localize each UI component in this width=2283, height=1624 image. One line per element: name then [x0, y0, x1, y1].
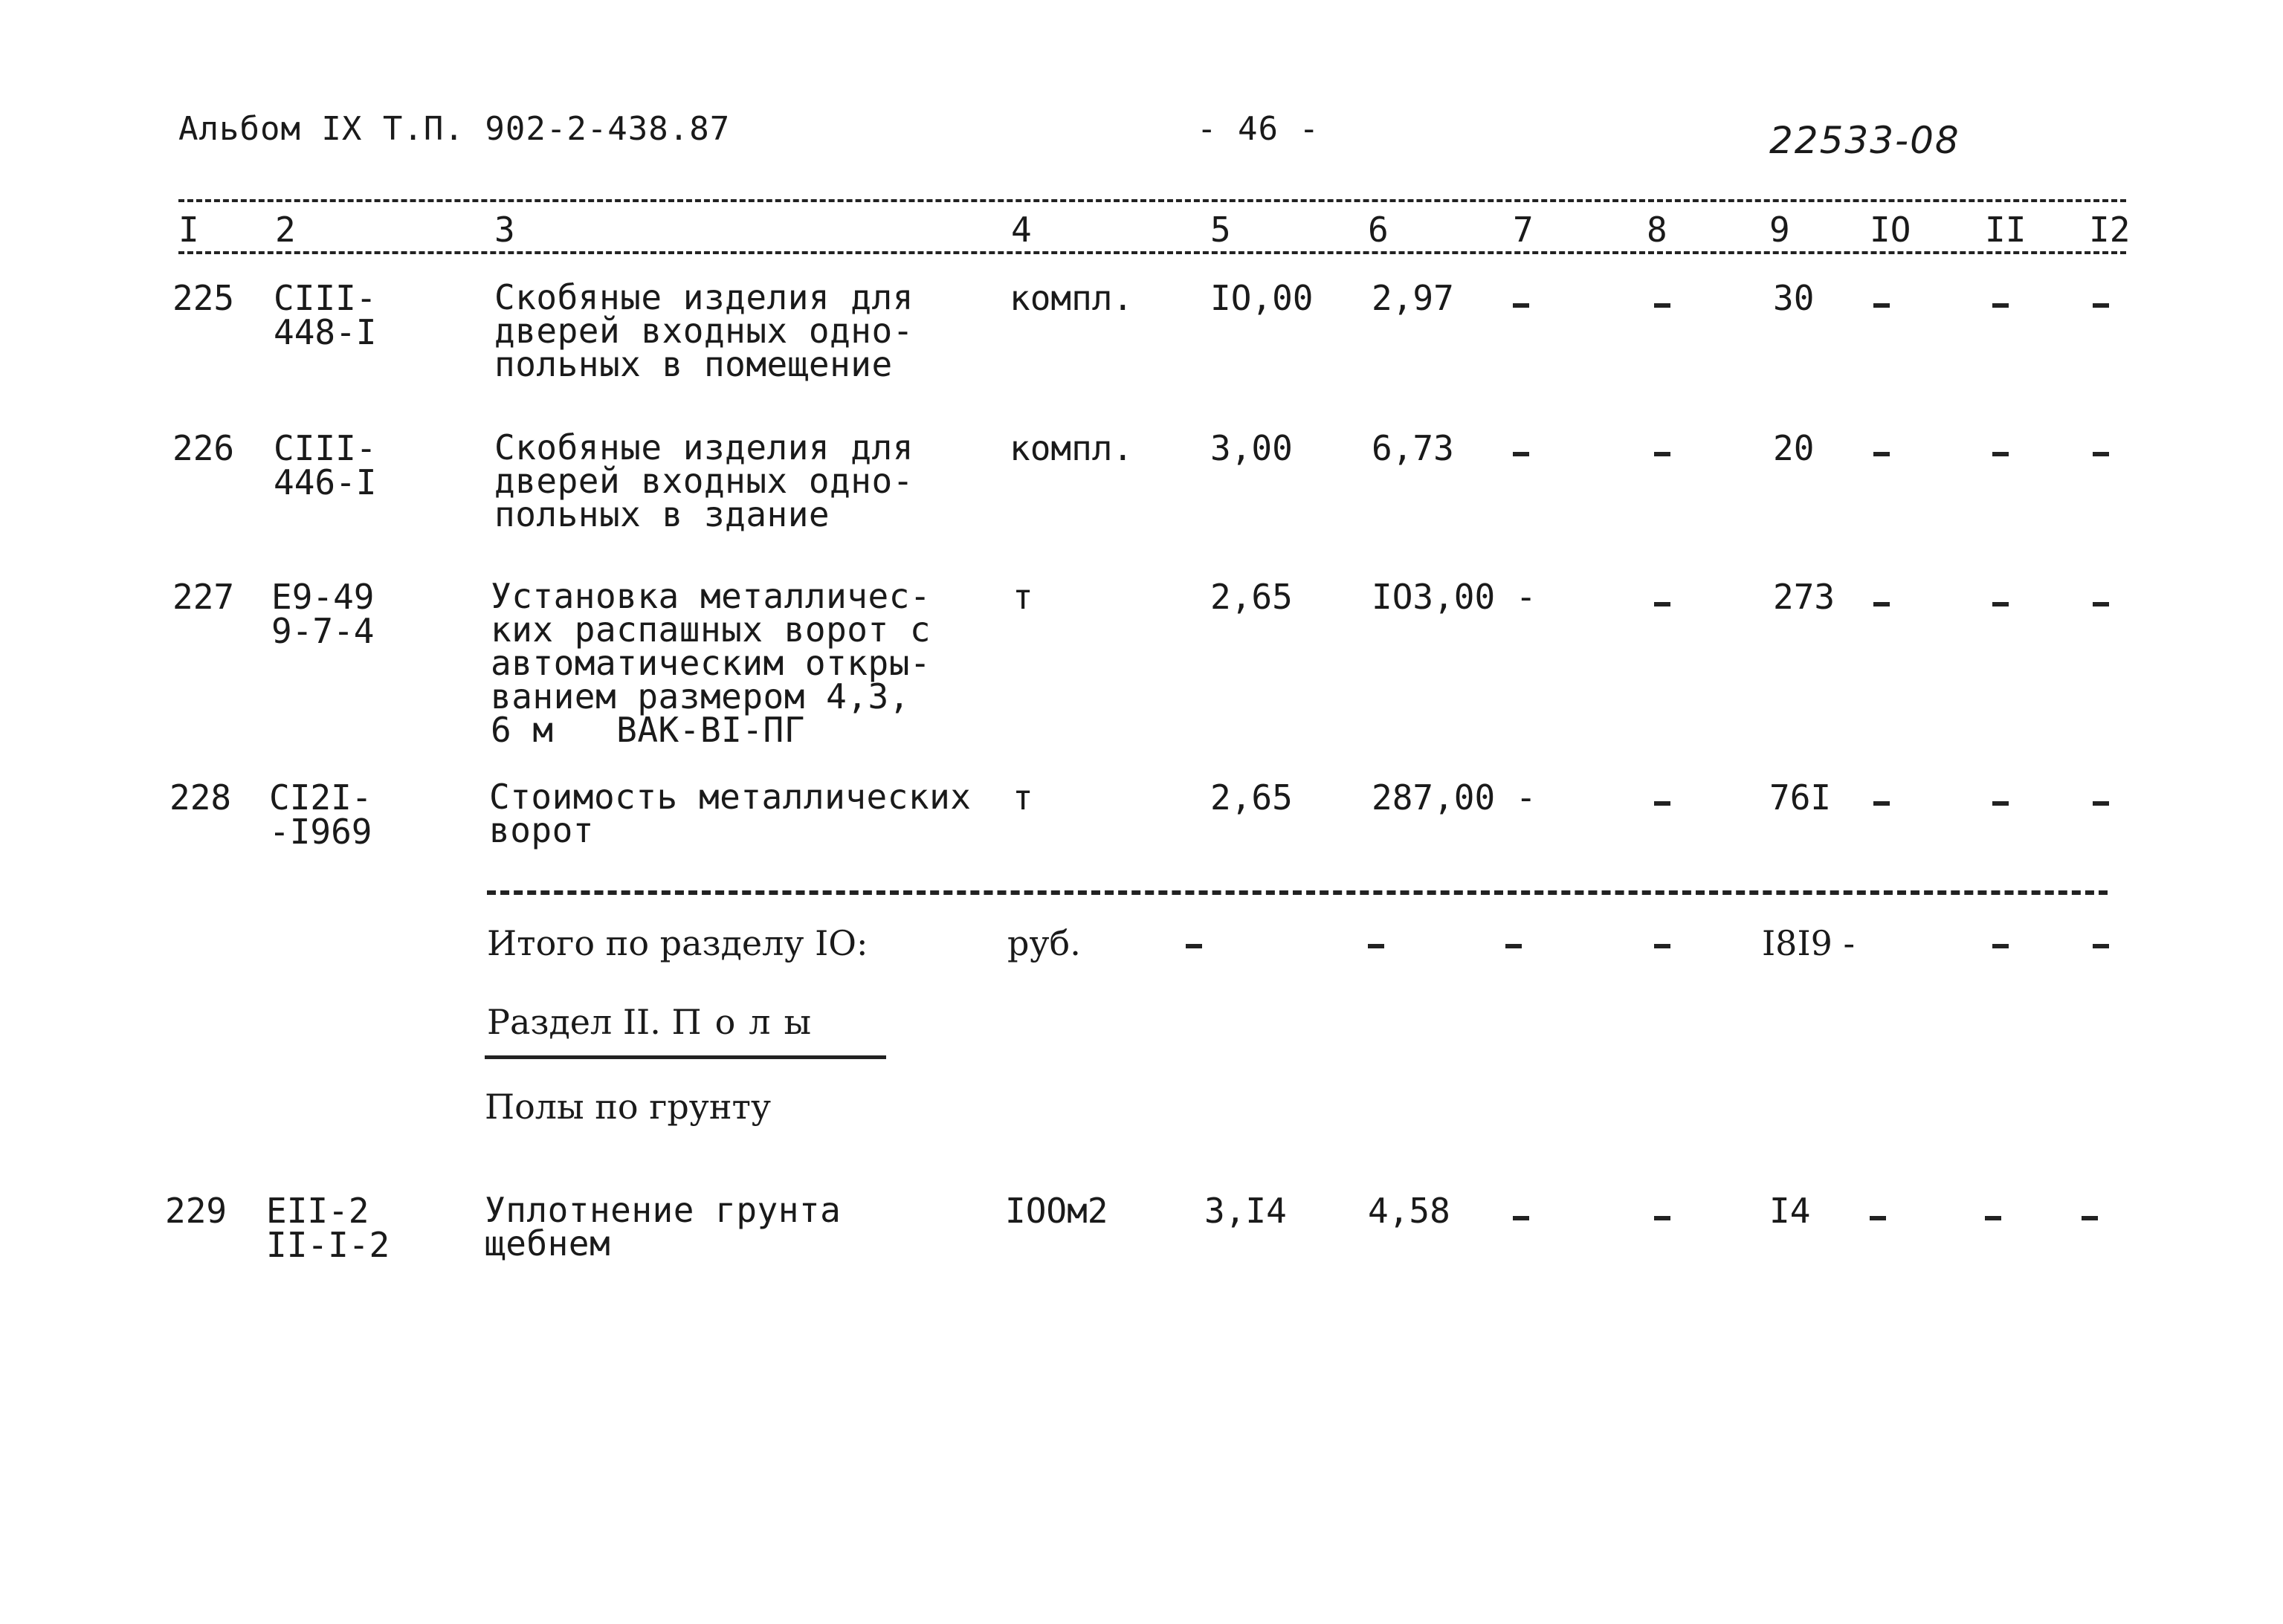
- column-number: I2: [2089, 210, 2131, 250]
- total-unit: руб.: [1007, 923, 1081, 963]
- section-heading: [487, 1002, 824, 1042]
- norm-code: СI2I- -I969: [269, 777, 372, 852]
- empty-dash: [1513, 452, 1529, 456]
- quantity: 3,00: [1210, 428, 1293, 468]
- section-heading-underline: [485, 1055, 886, 1059]
- empty-dash: [1873, 801, 1890, 806]
- column-number: II: [1985, 210, 2027, 250]
- empty-dash: [1654, 452, 1670, 456]
- row-number: 229: [165, 1191, 227, 1231]
- section-prefix: Раздел II.: [487, 1002, 661, 1042]
- unit: компл.: [1010, 428, 1134, 468]
- empty-dash: [1513, 1216, 1529, 1220]
- empty-dash: [1513, 303, 1529, 308]
- total-cost: 273: [1773, 577, 1835, 617]
- row-number: 227: [172, 577, 235, 617]
- unit-price: 2,97: [1372, 278, 1454, 318]
- empty-dash: [1992, 944, 2009, 948]
- column-number: 6: [1368, 210, 1389, 250]
- quantity: 2,65: [1210, 777, 1293, 818]
- norm-code: ЕII-2 II-I-2: [266, 1191, 390, 1265]
- row-number: 226: [172, 428, 235, 468]
- unit: т: [1013, 577, 1033, 617]
- unit: IOOм2: [1005, 1191, 1108, 1231]
- table-top-rule: [178, 199, 2126, 202]
- total-cost: I4: [1769, 1191, 1811, 1231]
- norm-code: СIII- 446-I: [274, 428, 377, 502]
- column-number: 5: [1210, 210, 1231, 250]
- page-number: - 46 -: [1197, 110, 1320, 148]
- column-number: 2: [275, 210, 296, 250]
- section-word: Полы: [671, 1002, 825, 1042]
- empty-dash: [2093, 801, 2109, 806]
- empty-dash: [1654, 1216, 1670, 1220]
- column-number: 3: [494, 210, 515, 250]
- unit-price: 6,73: [1372, 428, 1454, 468]
- section-total-label: Итого по разделу IO:: [487, 923, 868, 963]
- empty-dash: [1654, 303, 1670, 308]
- item-description: Скобяные изделия для дверей входных одно- польных в здание: [494, 427, 914, 534]
- quantity: 2,65: [1210, 577, 1293, 617]
- quantity: 3,I4: [1204, 1191, 1287, 1231]
- empty-dash: [1873, 303, 1890, 308]
- empty-dash: [2093, 944, 2109, 948]
- empty-dash: [2093, 303, 2109, 308]
- unit-price: IO3,00 -: [1372, 577, 1537, 617]
- total-separator: [487, 890, 2108, 895]
- norm-code: СIII- 448-I: [274, 278, 377, 352]
- empty-dash: [1873, 452, 1890, 456]
- column-number: 8: [1647, 210, 1667, 250]
- album-reference: Альбом IX Т.П. 902-2-438.87: [178, 110, 731, 148]
- empty-dash: [1985, 1216, 2001, 1220]
- column-header-rule: [178, 251, 2126, 254]
- unit: компл.: [1010, 278, 1134, 318]
- norm-code: Е9-49 9-7-4: [271, 577, 375, 651]
- column-number: I: [178, 210, 199, 250]
- empty-dash: [1654, 801, 1670, 806]
- empty-dash: [1654, 944, 1670, 948]
- empty-dash: [1992, 452, 2009, 456]
- unit: т: [1013, 777, 1033, 818]
- empty-dash: [1186, 944, 1202, 948]
- empty-dash: [1505, 944, 1522, 948]
- empty-dash: [1654, 602, 1670, 606]
- item-description: Установка металличес- ких распашных ворот с автоматическим откры- ванием размером 4,3, 6 м ВАК-ВI-ПГ: [491, 576, 931, 750]
- total-cost: 76I: [1769, 777, 1832, 818]
- column-number: 4: [1011, 210, 1032, 250]
- item-description: Уплотнение грунта щебнем: [485, 1190, 842, 1264]
- subsection-heading: Полы по грунту: [485, 1087, 772, 1127]
- item-description: Стоимость металлических ворот: [489, 777, 972, 850]
- column-number: 7: [1513, 210, 1534, 250]
- empty-dash: [1992, 801, 2009, 806]
- section-total-value: I8I9 -: [1762, 923, 1856, 963]
- document-code: 22533-08: [1769, 119, 1960, 162]
- empty-dash: [1368, 944, 1384, 948]
- unit-price: 287,00 -: [1372, 777, 1537, 818]
- empty-dash: [2093, 602, 2109, 606]
- row-number: 228: [169, 777, 232, 818]
- empty-dash: [1992, 303, 2009, 308]
- quantity: IO,00: [1210, 278, 1314, 318]
- total-cost: 30: [1773, 278, 1815, 318]
- unit-price: 4,58: [1368, 1191, 1450, 1231]
- empty-dash: [1992, 602, 2009, 606]
- column-number: 9: [1769, 210, 1790, 250]
- empty-dash: [1870, 1216, 1886, 1220]
- row-number: 225: [172, 278, 235, 318]
- empty-dash: [1873, 602, 1890, 606]
- total-cost: 20: [1773, 428, 1815, 468]
- empty-dash: [2093, 452, 2109, 456]
- empty-dash: [2082, 1216, 2098, 1220]
- column-number: IO: [1870, 210, 1911, 250]
- item-description: Скобяные изделия для дверей входных одно- польных в помещение: [494, 277, 914, 384]
